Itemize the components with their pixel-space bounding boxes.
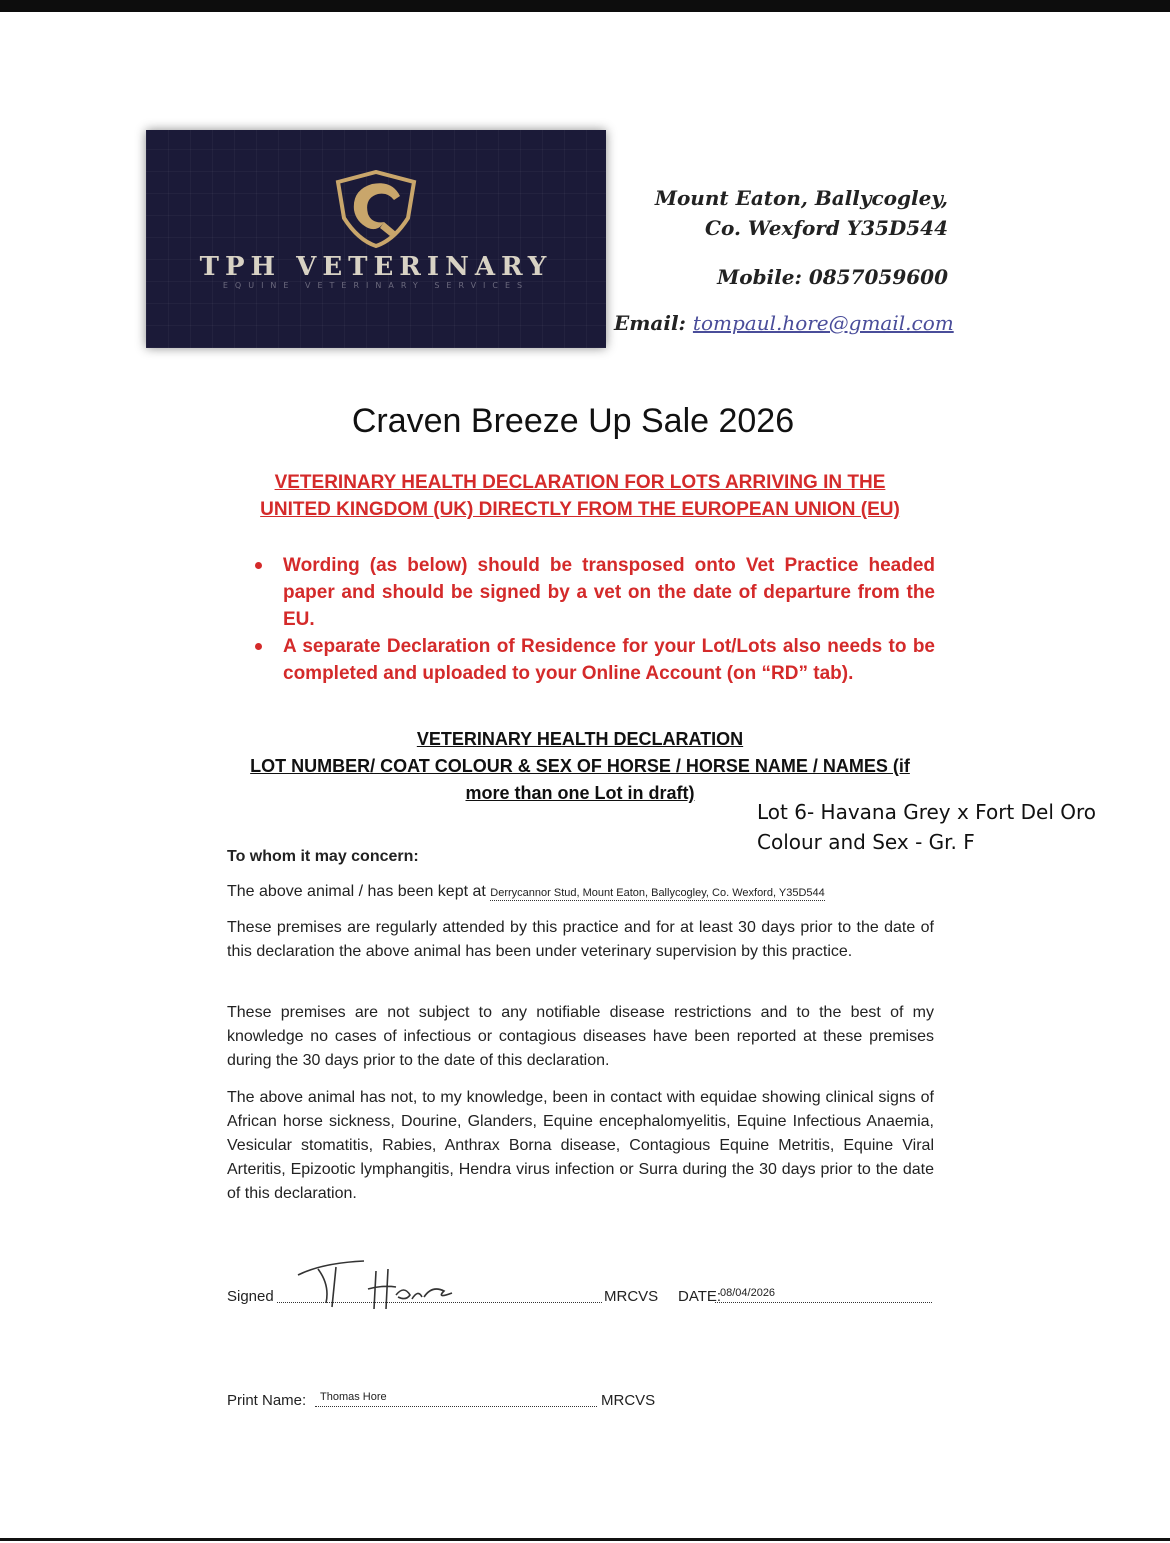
signed-label: Signed bbox=[227, 1288, 274, 1305]
email-line bbox=[614, 311, 954, 335]
salutation: To whom it may concern: bbox=[227, 848, 419, 865]
mrcvs-label: MRCVS bbox=[601, 1392, 656, 1409]
bottom-border bbox=[0, 1538, 1170, 1541]
date-line bbox=[715, 1302, 932, 1303]
paragraph-restrictions: These premises are not subject to any notifiable disease restrictions and to the best of my knowledge no cases of infectious or contagious diseases have been reported at these premises during the 30 days prior to the date of this declaration. bbox=[227, 1004, 934, 1069]
mobile-line bbox=[717, 265, 948, 289]
print-name-line bbox=[315, 1406, 597, 1407]
mrcvs-label: MRCVS bbox=[604, 1288, 659, 1305]
premises-value: Derrycannor Stud, Mount Eaton, Ballycogley, Co. Wexford, Y35D544 bbox=[490, 887, 825, 899]
signature-line bbox=[277, 1302, 602, 1303]
red-heading-line-1: VETERINARY HEALTH DECLARATION FOR LOTS ARRIVING IN THE bbox=[274, 472, 886, 493]
instruction-text: Wording (as below) should be transposed onto Vet Practice headed paper and should be signed by a vet on the date of departure from the EU. bbox=[283, 555, 935, 630]
lot-description: Lot 6- Havana Grey x Fort Del Oro bbox=[757, 800, 1097, 824]
instruction-item bbox=[255, 552, 935, 633]
red-heading-line-2: UNITED KINGDOM (UK) DIRECTLY FROM THE EUROPEAN UNION (EU) bbox=[260, 499, 900, 520]
declaration-heading-1: VETERINARY HEALTH DECLARATION bbox=[416, 729, 744, 749]
tph-veterinary-logo bbox=[146, 130, 606, 348]
signature-row bbox=[227, 1287, 776, 1305]
premises-label: The above animal / has been kept at bbox=[227, 883, 486, 900]
date-label: DATE: bbox=[678, 1288, 722, 1305]
instruction-list bbox=[255, 552, 935, 687]
instruction-text: A separate Declaration of Residence for your Lot/Lots also needs to be completed and uploaded to your Online Account (on “RD” tab). bbox=[283, 636, 935, 684]
bullet-icon bbox=[255, 562, 262, 569]
lot-colour-sex: Colour and Sex - Gr. F bbox=[757, 830, 975, 854]
date-value: 08/04/2026 bbox=[720, 1287, 776, 1299]
logo-name: TPH VETERINARY bbox=[199, 252, 553, 282]
horse-shield-icon bbox=[334, 170, 418, 248]
print-name-value: Thomas Hore bbox=[320, 1391, 387, 1403]
print-name-row bbox=[227, 1391, 656, 1409]
bullet-icon bbox=[255, 643, 262, 650]
declaration-heading-3: more than one Lot in draft) bbox=[465, 783, 695, 803]
address-line-1: Mount Eaton, Ballycogley, bbox=[654, 186, 948, 210]
email-link[interactable]: tompaul.hore@gmail.com bbox=[692, 311, 954, 335]
mobile-label: Mobile: bbox=[717, 265, 802, 289]
logo-tagline: EQUINE VETERINARY SERVICES bbox=[222, 281, 530, 290]
email-label: Email: bbox=[614, 311, 686, 335]
page-title: Craven Breeze Up Sale 2026 bbox=[351, 402, 795, 440]
paragraph-supervision: These premises are regularly attended by this practice and for at least 30 days prior to the date of this declaration the above animal has been under veterinary supervision by this practice. bbox=[227, 919, 934, 960]
top-border bbox=[0, 0, 1170, 12]
mobile-number: 0857059600 bbox=[808, 265, 948, 289]
address-line-2: Co. Wexford Y35D544 bbox=[705, 216, 948, 240]
declaration-heading-2: LOT NUMBER/ COAT COLOUR & SEX OF HORSE / HORSE NAME / NAMES (if bbox=[250, 756, 910, 776]
paragraph-contact: The above animal has not, to my knowledge, been in contact with equidae showing clinical signs of African horse sickness, Dourine, Glanders, Equine encephalomyelitis, Equine Infectious Anaemia, Vesicular stomatitis, Rabies, Anthrax Borna disease, Contagious Equine Metritis, Equine Viral Arteritis, Epizootic lymphangitis, Hendra virus infection or Surra during the 30 days prior to the date of this declaration. bbox=[227, 1089, 934, 1202]
premises-line bbox=[227, 880, 934, 904]
print-name-label: Print Name: bbox=[227, 1392, 307, 1409]
instruction-item bbox=[255, 633, 935, 687]
